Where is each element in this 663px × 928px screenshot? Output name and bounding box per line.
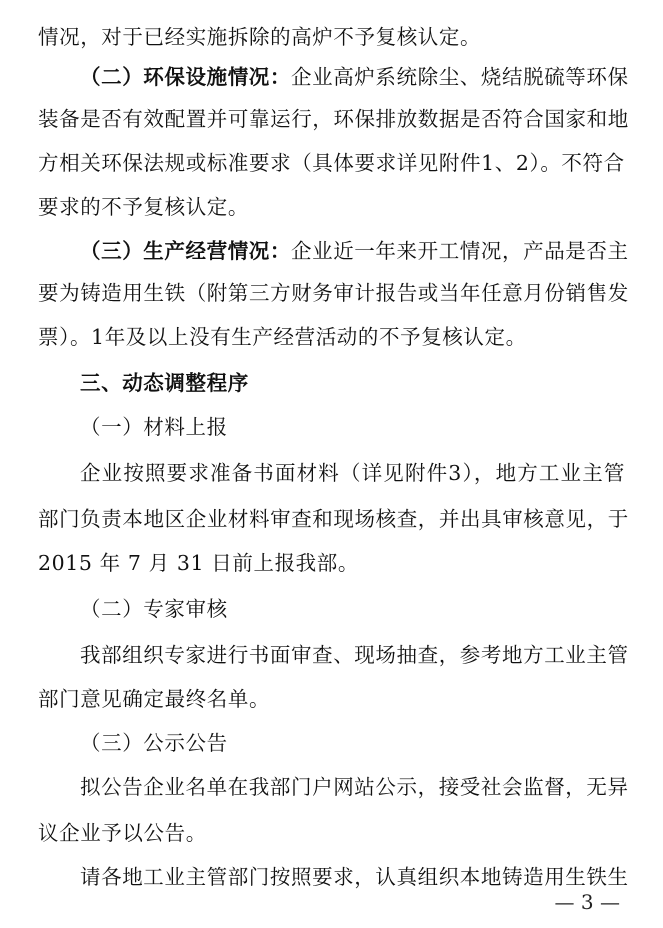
paragraph-line: 部门意见确定最终名单。 bbox=[38, 687, 271, 711]
paragraph-text: 企业近一年来开工情况，产品是否主 bbox=[291, 239, 629, 263]
paragraph-line: 票）。1年及以上没有生产经营活动的不予复核认定。 bbox=[38, 325, 527, 349]
paragraph-line: 情况，对于已经实施拆除的高炉不予复核认定。 bbox=[38, 25, 482, 49]
subsection-title-materials: （一）材料上报 bbox=[80, 415, 228, 439]
paragraph-line: 议企业予以公告。 bbox=[38, 821, 207, 845]
paragraph-line: 2015 年 7 月 31 日前上报我部。 bbox=[38, 551, 359, 575]
paragraph-line bbox=[80, 62, 629, 92]
paragraph-line: 企业按照要求准备书面材料（详见附件3），地方工业主管 bbox=[80, 461, 625, 485]
subsection-title-publicity: （三）公示公告 bbox=[80, 731, 228, 755]
paragraph-line: 我部组织专家进行书面审查、现场抽查，参考地方工业主管 bbox=[80, 643, 629, 667]
paragraph-line: 部门负责本地区企业材料审查和现场核查，并出具审核意见，于 bbox=[38, 507, 629, 531]
paragraph-line: 要求的不予复核认定。 bbox=[38, 195, 249, 219]
paragraph-line: 装备是否有效配置并可靠运行，环保排放数据是否符合国家和地 bbox=[38, 107, 629, 131]
section-title-procedure: 三、动态调整程序 bbox=[80, 371, 249, 395]
section-heading-environment: （二）环保设施情况： bbox=[80, 65, 291, 89]
paragraph-line: 要为铸造用生铁（附第三方财务审计报告或当年任意月份销售发 bbox=[38, 281, 629, 305]
page-number: — 3 — bbox=[554, 890, 620, 914]
paragraph-line: 方相关环保法规或标准要求（具体要求详见附件1、2）。不符合 bbox=[38, 151, 625, 175]
paragraph-text: 企业高炉系统除尘、烧结脱硫等环保 bbox=[291, 65, 629, 89]
section-heading-production: （三）生产经营情况： bbox=[80, 239, 291, 263]
paragraph-line bbox=[80, 236, 629, 266]
subsection-title-expert-review: （二）专家审核 bbox=[80, 597, 228, 621]
paragraph-line: 拟公告企业名单在我部门户网站公示，接受社会监督，无异 bbox=[80, 775, 629, 799]
paragraph-line: 请各地工业主管部门按照要求，认真组织本地铸造用生铁生 bbox=[80, 865, 629, 889]
